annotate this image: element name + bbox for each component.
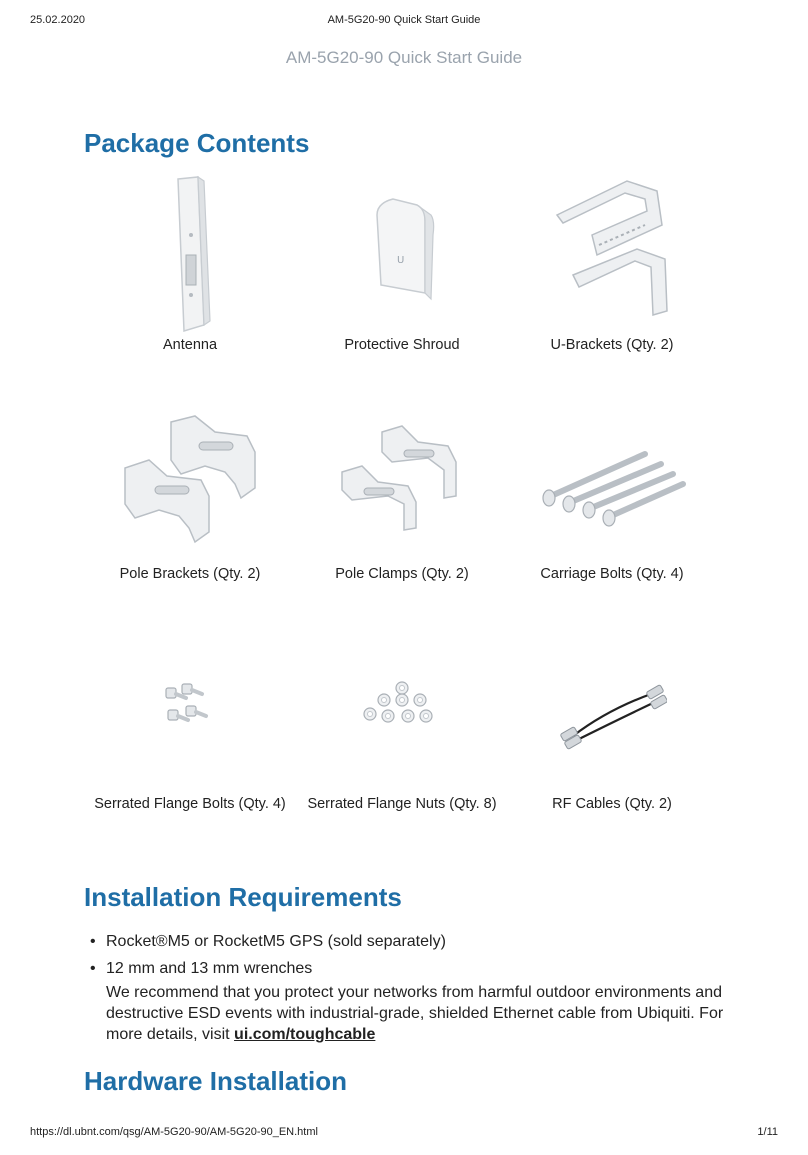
note-text: We recommend that you protect your networks from harmful outdoor environments and destructive ESD events with industrial-grade, shielded Ethernet cable from Ubiquiti. For more details, visit (106, 984, 724, 1043)
item-label: Antenna (162, 337, 218, 353)
toughcable-link[interactable]: ui.com/toughcable (234, 1026, 376, 1043)
svg-text:U: U (397, 255, 405, 266)
item-label: Carriage Bolts (Qty. 4) (540, 566, 684, 582)
item-label: Protective Shroud (344, 337, 460, 353)
package-contents-heading: Package Contents (84, 128, 310, 158)
hardware-installation-heading: Hardware Installation (84, 1066, 347, 1096)
package-item-carriage-bolts (502, 436, 722, 582)
item-label: Serrated Flange Bolts (Qty. 4) (94, 796, 286, 812)
print-title: AM-5G20-90 Quick Start Guide (327, 14, 481, 26)
u-bracket-icon (537, 175, 687, 325)
package-item-rf-cables (502, 680, 722, 812)
rf-cable-icon (557, 680, 667, 750)
requirements-list (86, 928, 746, 982)
package-item-shroud (292, 175, 512, 353)
item-label: Serrated Flange Nuts (Qty. 8) (307, 796, 497, 812)
installation-requirements-heading: Installation Requirements (84, 882, 402, 912)
item-label: RF Cables (Qty. 2) (552, 796, 672, 812)
antenna-icon (160, 175, 220, 335)
item-label: Pole Clamps (Qty. 2) (335, 566, 469, 582)
list-item: • Rocket®M5 or RocketM5 GPS (sold separately) (86, 928, 746, 955)
package-item-pole-brackets (80, 412, 300, 582)
package-item-antenna (80, 175, 300, 353)
pole-clamp-icon (332, 418, 472, 538)
package-item-flange-nuts (292, 680, 512, 812)
item-label: Pole Brackets (Qty. 2) (119, 566, 261, 582)
shroud-icon (347, 175, 457, 315)
carriage-bolt-icon (537, 436, 687, 536)
footer-url: https://dl.ubnt.com/qsg/AM-5G20-90/AM-5G20-90_EN.html (30, 1126, 318, 1138)
package-item-u-brackets (502, 175, 722, 353)
flange-nut-icon (362, 680, 442, 740)
package-item-pole-clamps (292, 418, 512, 582)
flange-bolt-icon (160, 680, 220, 740)
doc-title: AM-5G20-90 Quick Start Guide (285, 48, 523, 67)
page-number: 1/11 (757, 1126, 778, 1138)
list-item: • 12 mm and 13 mm wrenches (86, 955, 746, 982)
pole-bracket-icon (115, 412, 265, 552)
package-item-flange-bolts (80, 680, 300, 812)
toughcable-note (106, 982, 756, 1045)
item-label: U-Brackets (Qty. 2) (550, 337, 674, 353)
print-date: 25.02.2020 (30, 14, 86, 26)
